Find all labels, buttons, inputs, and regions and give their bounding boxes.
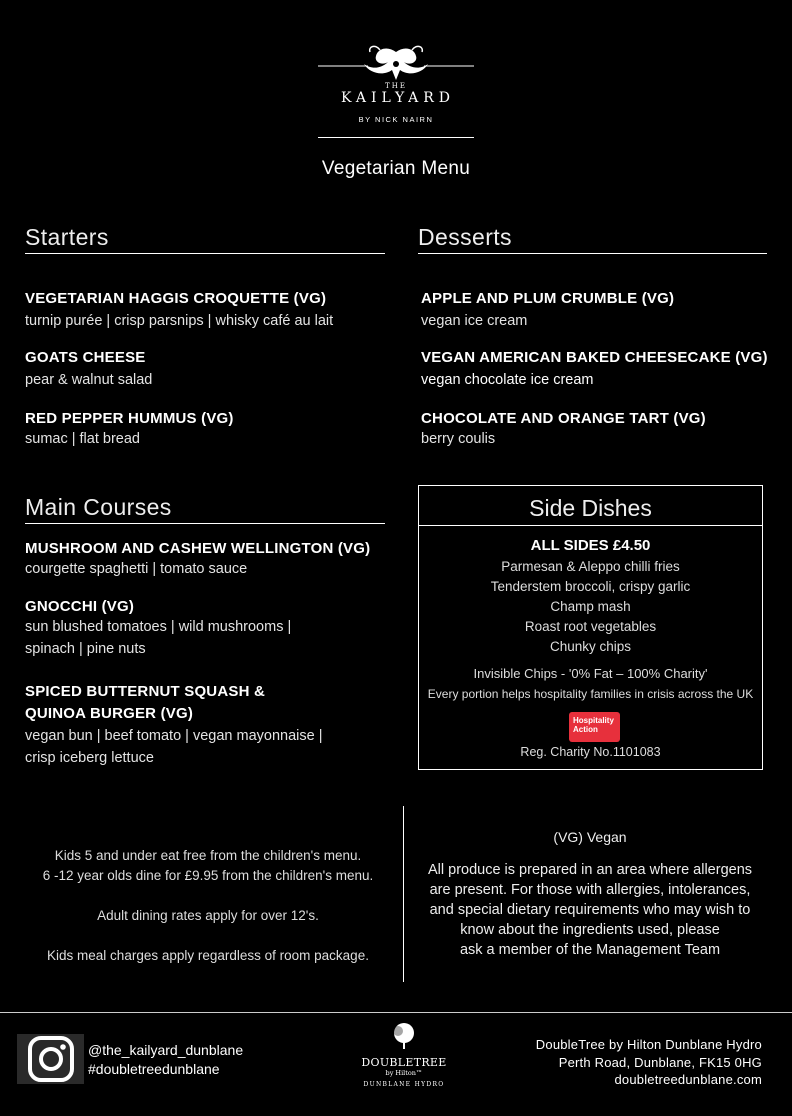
kids-line: 6 -12 year olds dine for £9.95 from the children's menu. xyxy=(42,868,374,883)
doubletree-location: DUNBLANE HYDRO xyxy=(363,1081,445,1088)
instagram-icon[interactable] xyxy=(17,1034,84,1084)
website-link[interactable]: doubletreedunblane.com xyxy=(614,1072,762,1087)
main-item xyxy=(25,598,291,660)
sides-divider xyxy=(419,525,762,526)
item-name: VEGAN AMERICAN BAKED CHEESECAKE (VG) xyxy=(421,349,768,366)
item-desc: vegan bun | beef tomato | vegan mayonnaise | xyxy=(25,728,323,744)
doubletree-logo xyxy=(358,1022,450,1088)
instagram-handle[interactable]: @the_kailyard_dunblane xyxy=(88,1042,244,1058)
item-name: GNOCCHI (VG) xyxy=(25,598,135,615)
logo-the: THE xyxy=(385,82,407,90)
item-desc: spinach | pine nuts xyxy=(25,641,146,657)
kids-line: Kids 5 and under eat free from the children's menu. xyxy=(54,848,362,863)
dessert-item xyxy=(421,410,706,450)
desserts-heading: Desserts xyxy=(418,224,767,254)
item-desc: turnip purée | crisp parsnips | whisky café au lait xyxy=(25,313,334,329)
item-name: MUSHROOM AND CASHEW WELLINGTON (VG) xyxy=(25,540,371,557)
sides-heading: Side Dishes xyxy=(529,495,652,521)
address-line: DoubleTree by Hilton Dunblane Hydro xyxy=(535,1037,762,1052)
doubletree-wordmark: DOUBLETREE xyxy=(361,1056,447,1069)
item-name: APPLE AND PLUM CRUMBLE (VG) xyxy=(421,290,675,307)
charity-note: Every portion helps hospitality families in crisis across the UK xyxy=(427,687,754,701)
item-desc: berry coulis xyxy=(421,431,496,447)
social-handles xyxy=(88,1041,243,1079)
item-desc: sumac | flat bread xyxy=(25,431,140,447)
footer-divider xyxy=(0,1012,792,1013)
item-desc: crisp iceberg lettuce xyxy=(25,750,154,766)
hashtag[interactable]: #doubletreedunblane xyxy=(88,1061,220,1077)
ornament-icon xyxy=(318,44,474,84)
address-line: Perth Road, Dunblane, FK15 0HG xyxy=(558,1054,762,1070)
list-item: Parmesan & Aleppo chilli fries xyxy=(501,559,680,574)
item-name: RED PEPPER HUMMUS (VG) xyxy=(25,410,234,427)
logo-byline: BY NICK NAIRN xyxy=(358,115,434,124)
item-name: GOATS CHEESE xyxy=(25,349,146,366)
item-desc: vegan chocolate ice cream xyxy=(421,372,594,388)
doubletree-by: by Hilton™ xyxy=(385,1069,423,1077)
allergen-notice xyxy=(404,860,776,960)
list-item: Tenderstem broccoli, crispy garlic xyxy=(490,579,691,594)
badge-line: Action xyxy=(573,725,598,734)
list-item: Roast root vegetables xyxy=(524,619,657,634)
kids-policy xyxy=(30,846,386,966)
allergen-line: ask a member of the Management Team xyxy=(459,942,721,958)
item-desc: courgette spaghetti | tomato sauce xyxy=(25,561,248,577)
starter-item xyxy=(25,410,234,450)
sides-list xyxy=(419,557,762,657)
kailyard-logo xyxy=(318,44,474,124)
allergen-line: are present. For those with allergies, intolerances, xyxy=(429,882,751,898)
starter-item xyxy=(25,290,333,332)
vegan-key: (VG) Vegan xyxy=(553,829,627,845)
item-desc: sun blushed tomatoes | wild mushrooms | xyxy=(25,619,292,635)
item-name: QUINOA BURGER (VG) xyxy=(25,705,194,722)
list-item: Chunky chips xyxy=(549,639,632,654)
allergen-line: know about the ingredients used, please xyxy=(460,922,720,938)
logo-name: KAILYARD xyxy=(341,90,455,106)
sides-price: ALL SIDES £4.50 xyxy=(530,537,651,554)
allergen-line: All produce is prepared in an area where allergens xyxy=(427,862,753,878)
mains-heading: Main Courses xyxy=(25,494,385,524)
invisible-chips: Invisible Chips - '0% Fat – 100% Charity' xyxy=(473,666,708,681)
list-item: Champ mash xyxy=(550,599,631,614)
starters-heading: Starters xyxy=(25,224,385,254)
logo-divider xyxy=(318,137,474,138)
item-name: VEGETARIAN HAGGIS CROQUETTE (VG) xyxy=(25,290,327,307)
hospitality-action-logo xyxy=(569,712,620,742)
item-desc: pear & walnut salad xyxy=(25,372,153,388)
starter-item xyxy=(25,349,152,391)
item-desc: vegan ice cream xyxy=(421,313,528,329)
item-name: SPICED BUTTERNUT SQUASH & xyxy=(25,683,266,700)
dessert-item xyxy=(421,349,768,391)
main-item xyxy=(25,540,370,580)
tree-icon xyxy=(389,1022,419,1050)
charges-line: Kids meal charges apply regardless of room package. xyxy=(47,948,369,963)
dessert-item xyxy=(421,290,674,332)
menu-title: Vegetarian Menu xyxy=(321,158,471,179)
allergen-line: and special dietary requirements who may wish to xyxy=(429,902,751,918)
hotel-address xyxy=(536,1036,762,1089)
adult-line: Adult dining rates apply for over 12's. xyxy=(97,908,319,923)
charity-number: Reg. Charity No.1101083 xyxy=(520,745,661,759)
side-dishes-box xyxy=(418,485,763,770)
badge-line: Hospitality xyxy=(573,716,614,725)
item-name: CHOCOLATE AND ORANGE TART (VG) xyxy=(421,410,706,427)
main-item xyxy=(25,681,322,769)
